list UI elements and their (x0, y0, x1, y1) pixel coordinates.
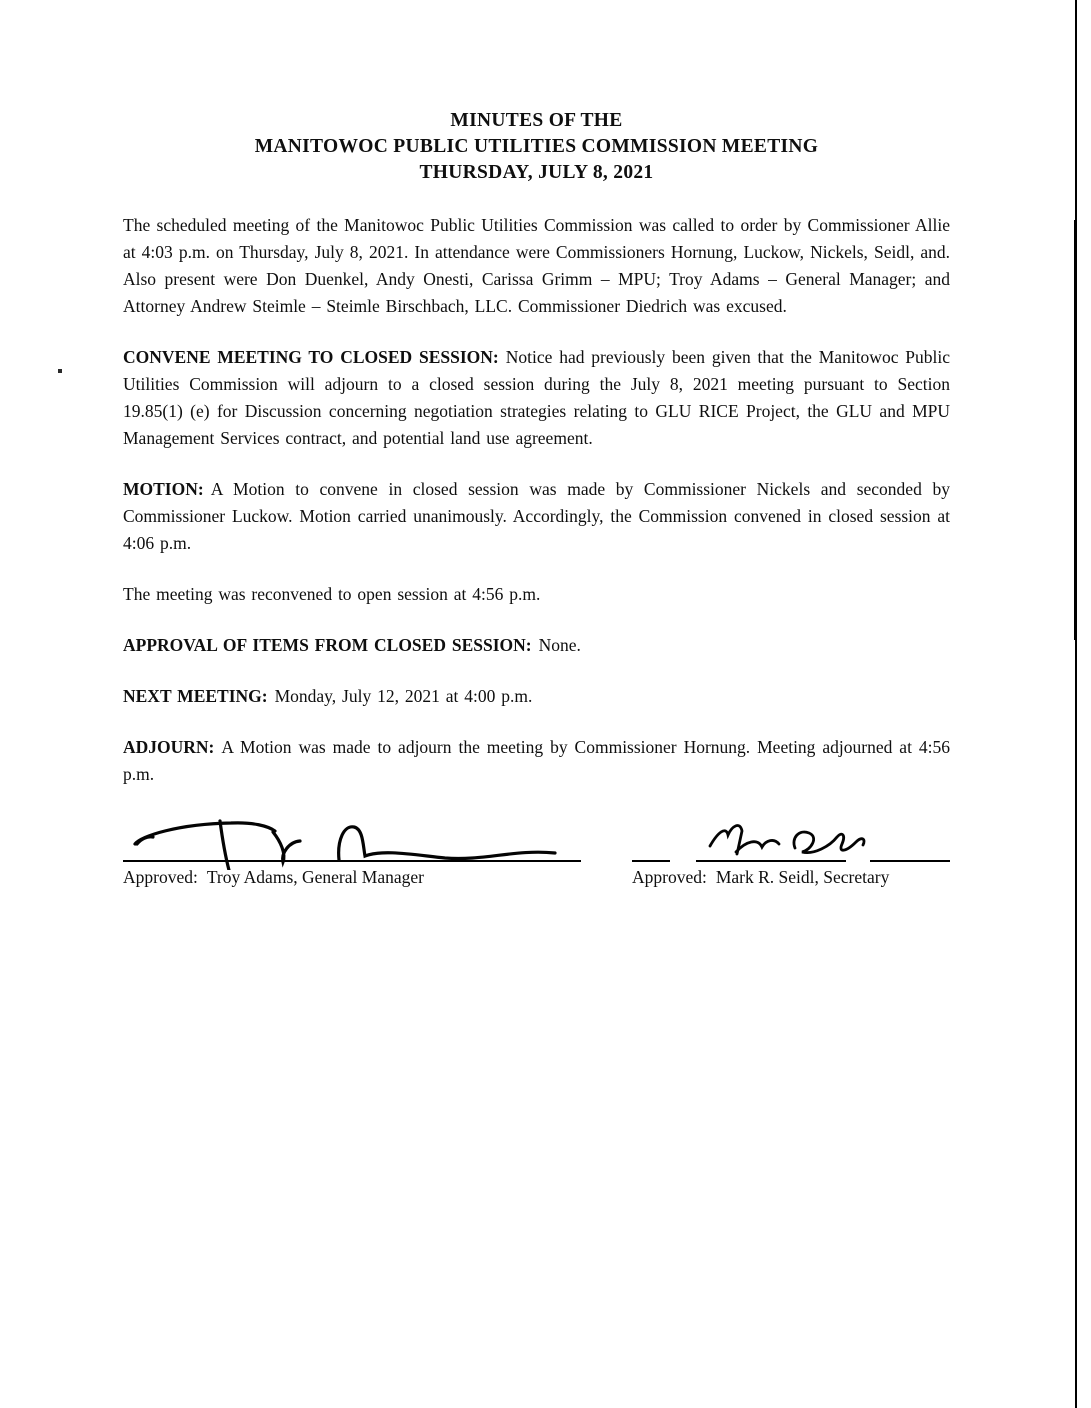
paragraph-convene-closed-session (123, 344, 950, 452)
signer-name: Troy Adams, General Manager (206, 867, 424, 887)
section-heading: APPROVAL OF ITEMS FROM CLOSED SESSION: (123, 635, 532, 655)
signature-caption (123, 864, 581, 890)
paragraph-text: The scheduled meeting of the Manitowoc Public Utilities Commission was called to order by Commissioner Allie at 4:03 p.m. on Thursday, July 8, 2021. In attendance were Commissioners Hornung, Luckow, Nickels, Seidl, and. Also present were Don Duenkel, Andy Onesti, Carissa Grimm – MPU; Troy Adams – General Manager; and Attorney Andrew Steimle – Steimle Birschbach, LLC. Commissioner Diedrich was excused. (123, 215, 950, 316)
paragraph-reconvened (123, 581, 950, 608)
title-line-1: MINUTES OF THE (450, 110, 623, 131)
approved-label: Approved: (123, 867, 198, 887)
signature-section (123, 812, 950, 890)
signature-caption (632, 864, 950, 890)
paragraph-approval-closed-items (123, 632, 950, 659)
paragraph-motion (123, 476, 950, 557)
section-heading: MOTION: (123, 479, 204, 499)
section-heading: ADJOURN: (123, 737, 215, 757)
paragraph-adjourn (123, 734, 950, 788)
section-text: Notice had previously been given that the Manitowoc Public Utilities Commission will adjourn to a closed session during the July 8, 2021 meeting pursuant to Section 19.85(1) (e) for Discussion concerning negotiation strategies relating to GLU RICE Project, the GLU and MPU Management Services contract, and potential land use agreement. (123, 347, 950, 448)
section-text: None. (538, 635, 581, 655)
signature-line-segment (632, 860, 670, 862)
signature-line (632, 860, 950, 862)
section-text: A Motion was made to adjourn the meeting by Commissioner Hornung. Meeting adjourned at 4:56 p.m. (123, 737, 950, 784)
section-text: A Motion to convene in closed session was made by Commissioner Nickels and seconded by Commissioner Luckow. Motion carried unanimously. Accordingly, the Commission convened in closed session at 4:06 p.m. (123, 479, 950, 553)
signature-block-general-manager (123, 812, 581, 890)
signature-line (123, 860, 581, 862)
signature-block-secretary (632, 812, 950, 890)
paragraph-text: The meeting was reconvened to open session at 4:56 p.m. (123, 584, 541, 604)
document-content (123, 108, 950, 890)
title-line-3: THURSDAY, JULY 8, 2021 (419, 162, 654, 183)
signature-line-segment (870, 860, 950, 862)
signer-name: Mark R. Seidl, Secretary (715, 867, 890, 887)
scan-speck-artifact (58, 369, 62, 373)
title-line-2: MANITOWOC PUBLIC UTILITIES COMMISSION MEETING (254, 136, 819, 157)
signature-line-segment (696, 860, 846, 862)
section-heading: CONVENE MEETING TO CLOSED SESSION: (123, 347, 499, 367)
section-text: Monday, July 12, 2021 at 4:00 p.m. (274, 686, 533, 706)
section-heading: NEXT MEETING: (123, 686, 268, 706)
paragraph-next-meeting (123, 683, 950, 710)
paragraph-call-to-order (123, 212, 950, 320)
approved-label: Approved: (632, 867, 707, 887)
scan-edge-line-artifact (1075, 0, 1077, 1408)
document-title (123, 108, 950, 186)
